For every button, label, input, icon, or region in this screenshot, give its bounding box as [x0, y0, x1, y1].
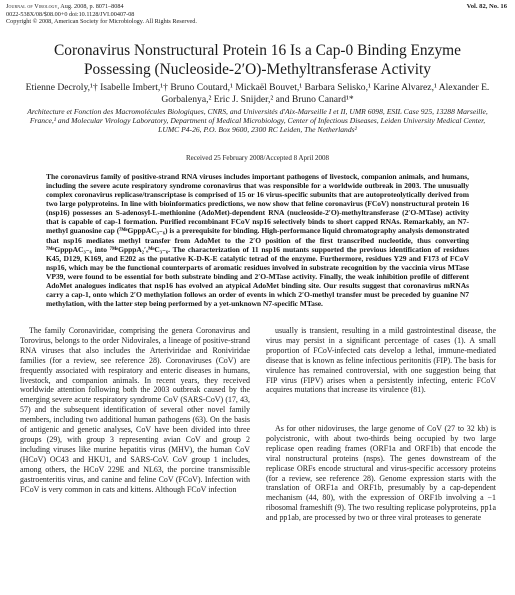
- received-dates: Received 25 February 2008/Accepted 8 April 2008: [185, 154, 330, 162]
- author-list: Etienne Decroly,¹† Isabelle Imbert,¹† Bruno Coutard,¹ Mickaël Bouvet,¹ Barbara Selisko,¹ Karine Alvarez,¹ Alexander E. Gorbalenya,² Eric J. Snijder,² and Bruno Canard¹*: [25, 82, 490, 105]
- body-column-left: The family Coronaviridae, comprising the genera Coronavirus and Torovirus, belongs to the order Nidovirales, a lineage of positive-strand RNA viruses that also includes the Arteriviridae and Roniviridae families (for a review, see reference 28). Coronaviruses (CoV) are frequently associated with respiratory and enteric diseases in humans, livestock, and companion animals. In recent years, they received worldwide attention following both the 2003 outbreak caused by the emerging severe acute respiratory syndrome CoV (SARS-CoV) (17, 43, 57) and the subsequent identification of several other novel family members, including two additional human pathogens (63). On the basis of antigenic and genetic analyses, CoV have been divided into three groups (29), with group 3 representing avian CoV and group 2 including viruses like murine hepatitis virus (MHV), the human CoV (HCoV) OC43 and HKU1, and SARS-CoV. CoV group 1 includes, among others, the HCoV 229E and NL63, the porcine transmissible gastroenteritis virus, and canine and feline CoV (FCoV). Infection with FCoV is very common in cats and kittens. Although FCoV infection: [20, 326, 250, 494]
- body-column-right-para2: As for other nidoviruses, the large genome of CoV (27 to 32 kb) is polycistronic, with about two-thirds being occupied by two large replicase open reading frames (ORF1a and ORF1b) that encode the viral nonstructural proteins (nsps). The genes downstream of the replicase ORFs encode structural and virus-specific accessory proteins (for a review, see reference 28). Genome expression starts with the translation of ORF1a and ORF1b, presumably by a cap-dependent mechanism (44, 80), with the expression of ORF1b involving a −1 ribosomal frameshift (9). The two resulting replicase polyproteins, pp1a and pp1ab, are processed by two or three viral proteases to generate: [266, 424, 496, 523]
- journal-header: [6, 3, 197, 26]
- journal-name: Journal of Virology: [6, 3, 58, 10]
- abstract: The coronavirus family of positive-strand RNA viruses includes important pathogens of livestock, companion animals, and humans, including the severe acute respiratory syndrome coronavirus that was responsible for a worldwide outbreak in 2003. The unusually complex coronavirus replicase/transcriptase is comprised of 15 or 16 virus-specific subunits that are autoproteolytically derived from two large polyproteins. In line with bioinformatics predictions, we now show that feline coronavirus (FCoV) nonstructural protein 16 (nsp16) possesses an S-adenosyl-L-methionine (AdoMet)-dependent RNA (nucleoside-2′O)-methyltransferase (2′O-MTase) activity that is capable of cap-1 formation. Purified recombinant FCoV nsp16 selectively binds to short capped RNAs. Remarkably, an N7-methyl guanosine cap (⁷ᴹᵉGpppAC₃₋₆) is a prerequisite for binding. High-performance liquid chromatography analysis demonstrated that nsp16 mediates methyl transfer from AdoMet to the 2′O position of the first transcribed nucleotide, thus converting ⁷ᴹᵉGpppAC₃₋₆ into ⁷ᴹᵉGpppA₂′ₒᴹᵉC₃₋₆. The characterization of 11 nsp16 mutants supported the previous identification of residues K45, D129, K169, and E202 as the putative K-D-K-E catalytic tetrad of the enzyme. Furthermore, residues Y29 and F173 of FCoV nsp16, which may be the functional counterparts of aromatic residues involved in substrate recognition by the vaccinia virus MTase VP39, were found to be essential for both substrate binding and 2′O-MTase activity. Finally, the weak inhibition profile of different AdoMet analogues indicates that nsp16 has evolved an atypical AdoMet binding site. Our results suggest that coronavirus mRNAs carry a cap-1, onto which 2′O methylation follows an order of events in which 2′O-methyl transfer must be preceded by guanine N7 methylation, with the latter step being performed by a yet-unknown N7-specific MTase.: [46, 172, 469, 309]
- affiliations: Architecture et Fonction des Macromolécules Biologiques, CNRS, and Universités d'Aix-Marseille I et II, UMR 6098, ESIL Case 925, 13288 Marseille, France,¹ and Molecular Virology Laboratory, Department of Medical Microbiology, Center of Infectious Diseases, Leiden University Medical Center, LUMC P4-26, P.O. Box 9600, 2300 RC Leiden, The Netherlands²: [27, 107, 488, 135]
- volume-label: Vol. 82, No. 16: [466, 3, 507, 10]
- issue-line: , Aug. 2008, p. 8071–8084: [57, 3, 124, 10]
- copyright-line: Copyright © 2008, American Society for Microbiology. All Rights Reserved.: [6, 18, 197, 26]
- article-title: Coronavirus Nonstructural Protein 16 Is a Cap-0 Binding Enzyme Possessing (Nucleoside-2′O)-Methyltransferase Activity: [54, 42, 461, 78]
- body-column-right-para1: usually is transient, resulting in a mild gastrointestinal disease, the virus may persist in a significant percentage of cases (1). A small proportion of FCoV-infected cats develop a lethal, immune-mediated disease that is known as feline infectious peritonitis (FIP). The basis for virulence has remained controversial, with one suggestion being that FIP virus (FIPV) arises when a persistently infecting, enteric FCoV acquires mutations that increase its virulence (81).: [266, 326, 496, 395]
- issn-line: 0022-538X/08/$08.00+0 doi:10.1128/JVI.00407-08: [6, 10, 135, 18]
